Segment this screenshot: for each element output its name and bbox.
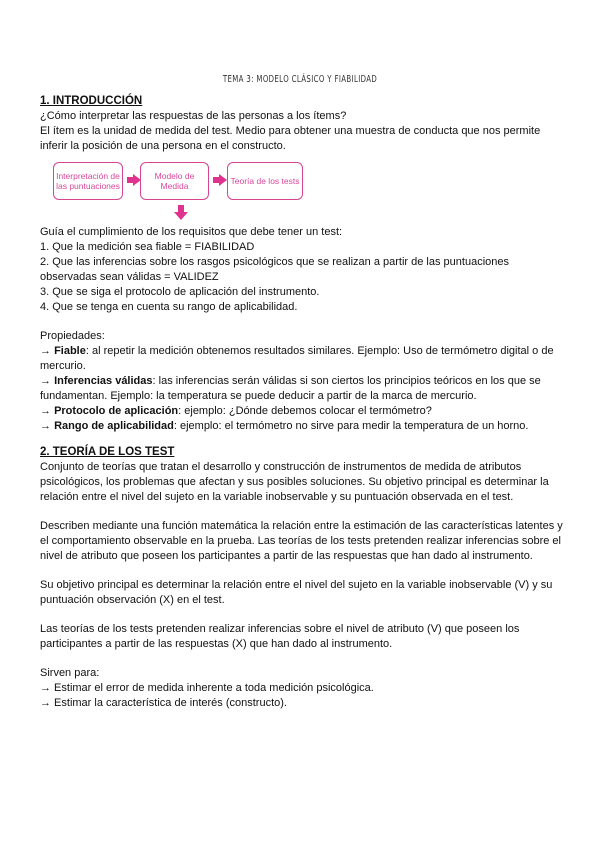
- paragraph: ¿Cómo interpretar las respuestas de las personas a los ítems?: [40, 110, 347, 122]
- definition: : al repetir la medición obtenemos resultados similares. Ejemplo: Uso de termómetro digital o de mercurio.: [40, 345, 554, 372]
- diagram-box-modelo: Modelo de Medida: [140, 162, 209, 200]
- section-heading: 1. INTRODUCCIÓN: [40, 95, 143, 107]
- arrow-icon: →: [40, 345, 51, 357]
- list-item: [40, 404, 565, 419]
- list-item: → Estimar el error de medida inherente a toda medición psicológica.: [40, 682, 374, 694]
- list-item: 2. Que las inferencias sobre los rasgos psicológicos que se realizan a partir de las puntuaciones observadas sean válidas = VALIDEZ: [40, 256, 509, 283]
- term: Fiable: [54, 345, 86, 357]
- paragraph: Describen mediante una función matemática la relación entre la estimación de las características latentes y el comportamiento observable en la prueba. Las teorías de los tests pretenden realizar inferencias sobre el nivel de atributo que poseen los participantes a partir de las respuestas que han dado al instrumento.: [40, 520, 563, 562]
- list-item: 4. Que se tenga en cuenta su rango de aplicabilidad.: [40, 301, 298, 313]
- paragraph: Su objetivo principal es determinar la relación entre el nivel del sujeto en la variable inobservable (V) y su puntuación observación (X) en el test.: [40, 579, 553, 606]
- paragraph: Conjunto de teorías que tratan el desarrollo y construcción de instrumentos de medida de atributos psicológicos, los problemas que afectan y sus posibles soluciones. Su objetivo principal es determinar la relación entre el nivel del sujeto en la variable inobservable y su puntuación observada en el test.: [40, 461, 549, 503]
- section-introduccion: [40, 94, 565, 154]
- list-item: [40, 374, 565, 404]
- diagram-box-teoria: Teoría de los tests: [227, 162, 303, 200]
- paragraph: Sirven para:: [40, 667, 100, 679]
- term: Protocolo de aplicación: [54, 405, 179, 417]
- section-teoria: [40, 445, 565, 711]
- definition: : ejemplo: el termómetro no sirve para medir la temperatura de un horno.: [173, 420, 529, 432]
- arrow-right-icon: [219, 174, 227, 186]
- paragraph: Las teorías de los tests pretenden realizar inferencias sobre el nivel de atributo (V) que poseen los participantes a partir de las respuestas (X) que han dado al instrumento.: [40, 623, 520, 650]
- paragraph: Guía el cumplimiento de los requisitos que debe tener un test:: [40, 226, 343, 238]
- definition: : ejemplo: ¿Dónde debemos colocar el termómetro?: [178, 405, 432, 417]
- list-item: → Estimar la característica de interés (constructo).: [40, 697, 287, 709]
- list-item: 3. Que se siga el protocolo de aplicación del instrumento.: [40, 286, 320, 298]
- arrow-icon: →: [40, 375, 51, 387]
- paragraph: El ítem es la unidad de medida del test. Medio para obtener una muestra de conducta que nos permite inferir la posición de una persona en el constructo.: [40, 125, 541, 152]
- document-title: TEMA 3: MODELO CLÁSICO Y FIABILIDAD: [222, 74, 378, 85]
- list-item: [40, 344, 565, 374]
- properties-label: Propiedades:: [40, 330, 105, 342]
- diagram-box-interpretacion: Interpretación de las puntuaciones: [53, 162, 123, 200]
- requirements-block: [40, 225, 565, 434]
- term: Rango de aplicabilidad: [54, 420, 174, 432]
- arrow-down-icon: [174, 212, 188, 220]
- arrow-icon: →: [40, 405, 51, 417]
- definition: : las inferencias serán válidas si son ciertos los principios teóricos en los que se fundamentan. Ejemplo: la temperatura se puede deducir a partir de la marca de mercurio.: [40, 375, 541, 402]
- section-heading: 2. TEORÍA DE LOS TEST: [40, 446, 175, 458]
- term: Inferencias válidas: [54, 375, 153, 387]
- list-item: 1. Que la medición sea fiable = FIABILIDAD: [40, 241, 255, 253]
- arrow-icon: →: [40, 420, 51, 432]
- list-item: [40, 419, 565, 434]
